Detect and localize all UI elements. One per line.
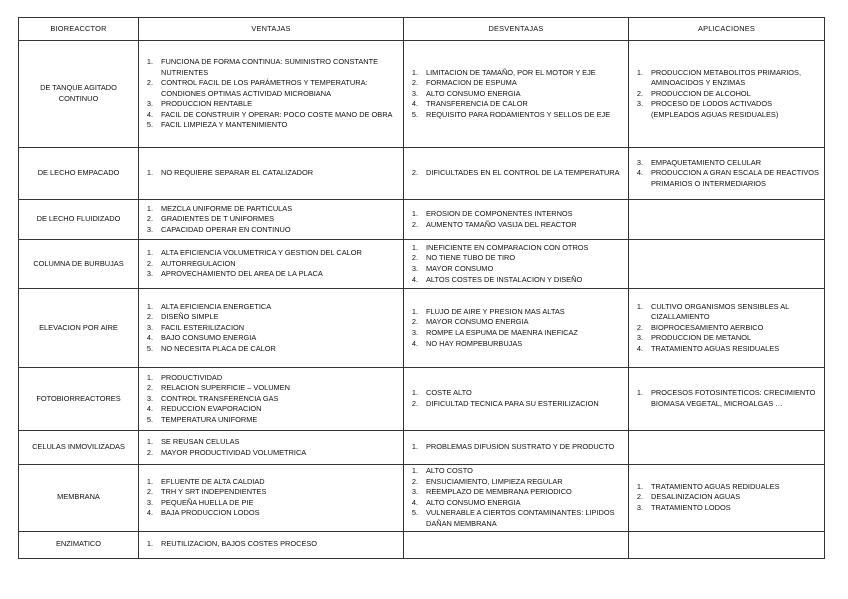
ventajas-cell	[139, 531, 404, 558]
list-item	[631, 482, 820, 493]
desventajas-list	[406, 307, 624, 349]
item-number: 1.	[146, 248, 153, 258]
item-number: 1.	[146, 372, 153, 382]
aplicaciones-list	[631, 158, 820, 190]
list-item	[406, 264, 624, 275]
list-item	[141, 168, 399, 179]
list-item	[631, 68, 820, 89]
table-row	[19, 200, 825, 240]
item-text: MAYOR CONSUMO ENERGIA	[426, 317, 529, 327]
list-item	[141, 323, 399, 334]
table-body	[19, 41, 825, 559]
bioreactor-name: ELEVACION POR AIRE	[19, 289, 139, 368]
item-number: 1.	[146, 203, 153, 213]
item-text: PRODUCCION A GRAN ESCALA DE REACTIVOS PRIMARIOS O INTERMEDIARIOS	[651, 168, 819, 188]
item-number: 2.	[636, 88, 643, 98]
desventajas-cell	[404, 289, 629, 368]
list-item	[631, 99, 820, 120]
list-item	[631, 388, 820, 409]
list-item	[406, 487, 624, 498]
aplicaciones-cell	[629, 431, 825, 465]
item-text: PRODUCTIVIDAD	[161, 372, 223, 382]
item-text: RELACION SUPERFICIE – VOLUMEN	[161, 383, 290, 393]
item-number: 3.	[146, 322, 153, 332]
item-text: TRH Y SRT INDEPENDIENTES	[161, 487, 267, 497]
table-row	[19, 465, 825, 532]
aplicaciones-list	[631, 302, 820, 355]
item-number: 3.	[146, 269, 153, 279]
list-item	[406, 110, 624, 121]
item-text: FACIL ESTERILIZACION	[161, 322, 245, 332]
item-text: DISEÑO SIMPLE	[161, 312, 219, 322]
aplicaciones-cell	[629, 465, 825, 532]
list-item	[406, 209, 624, 220]
item-number: 4.	[146, 109, 153, 119]
list-item	[141, 333, 399, 344]
item-number: 1.	[146, 301, 153, 311]
list-item	[141, 225, 399, 236]
item-number: 3.	[146, 393, 153, 403]
item-number: 5.	[411, 109, 418, 119]
item-text: NO REQUIERE SEPARAR EL CATALIZADOR	[161, 168, 314, 178]
item-number: 2.	[146, 312, 153, 322]
item-text: ALTO COSTO	[426, 466, 473, 475]
item-text: INEFICIENTE EN COMPARACION CON OTROS	[426, 242, 589, 252]
item-text: PRODUCCION DE ALCOHOL	[651, 88, 751, 98]
ventajas-cell	[139, 431, 404, 465]
header-desventajas: DESVENTAJAS	[404, 18, 629, 41]
item-number: 3.	[146, 224, 153, 234]
list-item	[141, 120, 399, 131]
item-text: LIMITACION DE TAMAÑO, POR EL MOTOR Y EJE	[426, 67, 596, 77]
table-row	[19, 41, 825, 148]
aplicaciones-cell	[629, 289, 825, 368]
item-number: 3.	[411, 487, 418, 497]
item-text: CONTROL FACIL DE LOS PARÁMETROS Y TEMPERATURA: CONDIONES OPTIMAS ACTIVIDAD MICROBIANA	[161, 78, 368, 98]
item-text: NO TIENE TUBO DE TIRO	[426, 253, 516, 263]
item-number: 1.	[411, 388, 418, 398]
item-text: SE REUSAN CELULAS	[161, 436, 240, 446]
list-item	[631, 89, 820, 100]
item-number: 1.	[636, 301, 643, 311]
item-number: 3.	[636, 333, 643, 343]
list-item	[141, 204, 399, 215]
list-item	[406, 442, 624, 453]
item-text: CULTIVO ORGANISMOS SENSIBLES AL CIZALLAMIENTO	[651, 301, 789, 322]
item-number: 1.	[411, 208, 418, 218]
item-number: 1.	[146, 539, 153, 549]
list-item	[406, 307, 624, 318]
list-item	[631, 158, 820, 169]
list-item	[141, 404, 399, 415]
list-item	[406, 466, 624, 477]
item-text: PROCESO DE LODOS ACTIVADOS (EMPLEADOS AGUAS RESIDUALES)	[651, 99, 779, 119]
list-item	[631, 503, 820, 514]
item-number: 5.	[146, 343, 153, 353]
item-number: 4.	[411, 274, 418, 284]
item-text: PROCESOS FOTOSINTETICOS: CRECIMIENTO BIOMASA VEGETAL, MICROALGAS …	[651, 388, 816, 408]
item-number: 1.	[636, 67, 643, 77]
item-number: 4.	[636, 343, 643, 353]
item-number: 1.	[411, 306, 418, 316]
item-text: ALTA EFICIENCIA ENERGETICA	[161, 301, 272, 311]
table-row	[19, 431, 825, 465]
bioreactor-name: DE TANQUE AGITADO CONTINUO	[19, 41, 139, 148]
list-item	[141, 302, 399, 313]
list-item	[406, 339, 624, 350]
list-item	[406, 328, 624, 339]
desventajas-list	[406, 388, 624, 409]
item-text: MEZCLA UNIFORME DE PARTICULAS	[161, 203, 293, 213]
ventajas-list	[141, 248, 399, 280]
header-bioreactor: BIOREACCTOR	[19, 18, 139, 41]
bioreactor-name: MEMBRANA	[19, 465, 139, 532]
item-number: 3.	[636, 503, 643, 513]
list-item	[141, 57, 399, 78]
item-number: 3.	[411, 328, 418, 337]
item-number: 3.	[411, 88, 418, 98]
list-item	[141, 312, 399, 323]
item-text: EFLUENTE DE ALTA CALDIAD	[161, 476, 265, 486]
bioreactor-name: FOTOBIORREACTORES	[19, 368, 139, 431]
item-number: 1.	[636, 481, 643, 491]
list-item	[141, 214, 399, 225]
bioreactor-name: CELULAS INMOVILIZADAS	[19, 431, 139, 465]
item-number: 2.	[411, 253, 418, 263]
item-number: 3.	[411, 264, 418, 273]
aplicaciones-cell	[629, 368, 825, 431]
item-number: 5.	[146, 414, 153, 424]
desventajas-list	[406, 466, 624, 530]
item-number: 1.	[411, 466, 418, 475]
item-text: TRANSFERENCIA DE CALOR	[426, 99, 528, 109]
item-text: ALTO CONSUMO ENERGIA	[426, 88, 521, 98]
list-item	[406, 508, 624, 529]
item-text: COSTE ALTO	[426, 388, 472, 398]
item-number: 3.	[636, 99, 643, 109]
item-number: 1.	[411, 442, 418, 452]
list-item	[141, 477, 399, 488]
list-item	[406, 168, 624, 179]
item-number: 2.	[411, 476, 418, 486]
item-text: MAYOR PRODUCTIVIDAD VOLUMETRICA	[161, 447, 307, 457]
table-row	[19, 531, 825, 558]
item-text: PRODUCCION METABOLITOS PRIMARIOS, AMINOACIDOS Y ENZIMAS	[651, 67, 802, 88]
ventajas-cell	[139, 148, 404, 200]
item-text: ALTOS COSTES DE INSTALACION Y DISEÑO	[426, 274, 583, 284]
item-text: REDUCCION EVAPORACION	[161, 404, 262, 414]
table-row	[19, 148, 825, 200]
item-number: 2.	[411, 168, 418, 178]
item-text: MAYOR CONSUMO	[426, 264, 494, 273]
aplicaciones-cell	[629, 240, 825, 289]
list-item	[631, 492, 820, 503]
header-aplicaciones: APLICACIONES	[629, 18, 825, 41]
desventajas-cell	[404, 148, 629, 200]
item-text: PEQUEÑA HUELLA DE PIE	[161, 497, 254, 507]
item-text: FACIL DE CONSTRUIR Y OPERAR: POCO COSTE MANO DE OBRA	[161, 109, 393, 119]
bioreactor-name: DE LECHO EMPACADO	[19, 148, 139, 200]
ventajas-list	[141, 168, 399, 179]
ventajas-list	[141, 57, 399, 131]
desventajas-cell	[404, 240, 629, 289]
item-text: PRODUCCION DE METANOL	[651, 333, 752, 343]
list-item	[141, 415, 399, 426]
item-number: 4.	[636, 168, 643, 178]
table-row	[19, 289, 825, 368]
item-number: 2.	[411, 219, 418, 229]
list-item	[141, 508, 399, 519]
item-text: BIOPROCESAMIENTO AERBICO	[651, 322, 764, 332]
list-item	[631, 333, 820, 344]
item-number: 2.	[411, 317, 418, 327]
bioreactor-name: COLUMNA DE BURBUJAS	[19, 240, 139, 289]
ventajas-cell	[139, 465, 404, 532]
ventajas-list	[141, 373, 399, 426]
desventajas-list	[406, 168, 624, 179]
item-number: 1.	[146, 168, 153, 178]
item-number: 4.	[411, 99, 418, 109]
item-number: 2.	[636, 322, 643, 332]
list-item	[631, 323, 820, 334]
list-item	[406, 399, 624, 410]
list-item	[141, 539, 399, 550]
ventajas-cell	[139, 240, 404, 289]
item-number: 4.	[411, 338, 418, 348]
list-item	[406, 275, 624, 286]
list-item	[406, 78, 624, 89]
desventajas-list	[406, 68, 624, 121]
item-number: 1.	[411, 67, 418, 77]
list-item	[406, 477, 624, 488]
item-text: REUTILIZACION, BAJOS COSTES PROCESO	[161, 539, 318, 549]
item-number: 3.	[636, 157, 643, 167]
item-number: 4.	[146, 508, 153, 518]
item-text: EROSION DE COMPONENTES INTERNOS	[426, 208, 573, 218]
list-item	[631, 168, 820, 189]
item-text: ALTO CONSUMO ENERGIA	[426, 497, 521, 507]
ventajas-cell	[139, 368, 404, 431]
aplicaciones-list	[631, 68, 820, 121]
item-text: BAJA PRODUCCION LODOS	[161, 508, 260, 518]
ventajas-cell	[139, 200, 404, 240]
list-item	[141, 437, 399, 448]
item-number: 2.	[636, 492, 643, 502]
list-item	[141, 498, 399, 509]
item-number: 1.	[146, 476, 153, 486]
item-number: 4.	[146, 333, 153, 343]
list-item	[141, 99, 399, 110]
item-number: 3.	[146, 497, 153, 507]
item-number: 2.	[146, 258, 153, 268]
list-item	[406, 68, 624, 79]
desventajas-cell	[404, 465, 629, 532]
item-text: NO HAY ROMPEBURBUJAS	[426, 338, 523, 348]
item-number: 1.	[411, 242, 418, 252]
item-text: PROBLEMAS DIFUSION SUSTRATO Y DE PRODUCTO	[426, 442, 615, 452]
item-number: 2.	[146, 214, 153, 224]
item-text: VULNERABLE A CIERTOS CONTAMINANTES: LIPIDOS DAÑAN MEMBRANA	[426, 508, 615, 528]
item-text: FACIL LIMPIEZA Y MANTENIMIENTO	[161, 120, 288, 130]
item-text: TRATAMIENTO AGUAS REDIDUALES	[651, 481, 780, 491]
list-item	[141, 394, 399, 405]
item-text: APROVECHAMIENTO DEL AREA DE LA PLACA	[161, 269, 323, 279]
aplicaciones-list	[631, 482, 820, 514]
item-number: 1.	[146, 56, 153, 66]
desventajas-list	[406, 243, 624, 285]
list-item	[406, 220, 624, 231]
item-text: ROMPE LA ESPUMA DE MAENRA INEFICAZ	[426, 328, 578, 337]
ventajas-list	[141, 477, 399, 519]
ventajas-cell	[139, 41, 404, 148]
bioreactor-name: DE LECHO FLUIDIZADO	[19, 200, 139, 240]
item-text: BAJO CONSUMO ENERGIA	[161, 333, 257, 343]
list-item	[141, 269, 399, 280]
item-number: 3.	[146, 99, 153, 109]
list-item	[406, 243, 624, 254]
list-item	[141, 487, 399, 498]
aplicaciones-list	[631, 388, 820, 409]
desventajas-list	[406, 442, 624, 453]
table-row	[19, 240, 825, 289]
list-item	[406, 99, 624, 110]
list-item	[406, 498, 624, 509]
ventajas-cell	[139, 289, 404, 368]
ventajas-list	[141, 539, 399, 550]
bioreactor-table	[18, 17, 825, 559]
item-text: REQUISITO PARA RODAMIENTOS Y SELLOS DE EJE	[426, 109, 611, 119]
item-number: 5.	[411, 508, 418, 518]
item-text: TRATAMIENTO LODOS	[651, 503, 731, 513]
desventajas-cell	[404, 368, 629, 431]
list-item	[406, 388, 624, 399]
item-number: 4.	[411, 497, 418, 507]
aplicaciones-cell	[629, 41, 825, 148]
header-ventajas: VENTAJAS	[139, 18, 404, 41]
item-text: CAPACIDAD OPERAR EN CONTINUO	[161, 224, 291, 234]
list-item	[141, 248, 399, 259]
item-text: AUMENTO TAMAÑO VASIJA DEL REACTOR	[426, 219, 577, 229]
item-text: FORMACION DE ESPUMA	[426, 78, 517, 88]
item-number: 2.	[146, 487, 153, 497]
table-row	[19, 368, 825, 431]
item-number: 2.	[146, 383, 153, 393]
list-item	[141, 383, 399, 394]
item-text: TEMPERATURA UNIFORME	[161, 414, 258, 424]
item-text: PRODUCCION RENTABLE	[161, 99, 253, 109]
item-text: DIFICULTADES EN EL CONTROL DE LA TEMPERATURA	[426, 168, 620, 178]
item-text: REEMPLAZO DE MEMBRANA PERIODICO	[426, 487, 572, 497]
list-item	[406, 253, 624, 264]
item-text: AUTORREGULACION	[161, 258, 236, 268]
list-item	[631, 302, 820, 323]
item-text: FLUJO DE AIRE Y PRESION MAS ALTAS	[426, 306, 565, 316]
list-item	[406, 89, 624, 100]
item-text: FUNCIONA DE FORMA CONTINUA: SUMINISTRO CONSTANTE NUTRIENTES	[161, 56, 379, 77]
list-item	[631, 344, 820, 355]
item-text: ALTA EFICIENCIA VOLUMETRICA Y GESTION DEL CALOR	[161, 248, 362, 258]
item-number: 5.	[146, 120, 153, 130]
list-item	[406, 317, 624, 328]
item-text: DIFICULTAD TECNICA PARA SU ESTERILIZACION	[426, 399, 599, 408]
bioreactor-name: ENZIMATICO	[19, 531, 139, 558]
item-number: 1.	[636, 388, 643, 398]
list-item	[141, 259, 399, 270]
item-text: CONTROL TRANSFERENCIA GAS	[161, 393, 279, 403]
list-item	[141, 78, 399, 99]
aplicaciones-cell	[629, 200, 825, 240]
desventajas-list	[406, 209, 624, 230]
item-number: 2.	[146, 78, 153, 88]
item-number: 1.	[146, 436, 153, 446]
list-item	[141, 373, 399, 384]
aplicaciones-cell	[629, 148, 825, 200]
desventajas-cell	[404, 41, 629, 148]
item-number: 4.	[146, 404, 153, 414]
aplicaciones-cell	[629, 531, 825, 558]
ventajas-list	[141, 204, 399, 236]
desventajas-cell	[404, 431, 629, 465]
list-item	[141, 110, 399, 121]
ventajas-list	[141, 437, 399, 458]
item-number: 2.	[411, 399, 418, 408]
item-text: EMPAQUETAMIENTO CELULAR	[651, 157, 762, 167]
item-text: TRATAMIENTO AGUAS RESIDUALES	[651, 343, 780, 353]
desventajas-cell	[404, 531, 629, 558]
item-number: 2.	[146, 447, 153, 457]
item-text: DESALINIZACION AGUAS	[651, 492, 741, 502]
item-number: 2.	[411, 78, 418, 88]
list-item	[141, 448, 399, 459]
list-item	[141, 344, 399, 355]
header-row	[19, 18, 825, 41]
item-text: ENSUCIAMIENTO, LIMPIEZA REGULAR	[426, 476, 563, 486]
item-text: NO NECESITA PLACA DE CALOR	[161, 343, 276, 353]
item-text: GRADIENTES DE T UNIFORMES	[161, 214, 275, 224]
desventajas-cell	[404, 200, 629, 240]
ventajas-list	[141, 302, 399, 355]
